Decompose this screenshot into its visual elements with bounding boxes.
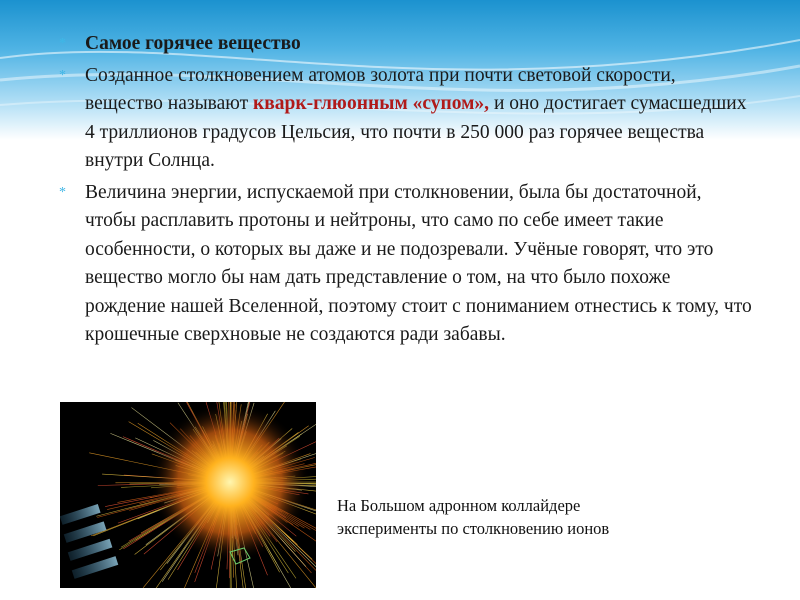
paragraph-text: Величина энергии, испускаемой при столкновении, была бы достаточной, чтобы расплавить протоны и нейтроны, что само по себе имеет такие особенности, о которых вы даже и не подозревали. Учёные говорят, что это вещество могло бы нам дать представление о том, на что было похоже рождение нашей Вселенной, поэтому стоит с пониманием отнестись к тому, что крошечные сверхновые не создаются ради забавы.: [85, 181, 752, 345]
title-text: Самое горячее вещество: [85, 33, 301, 54]
highlight-term: кварк-глюонным «супом»,: [253, 93, 490, 114]
paragraph-text-tail: и оно достигает сумасшедших 4 триллионов градусов Цельсия, что почти в 250 000 раз горячее вещества внутри Солнца.: [85, 93, 747, 171]
figure-caption: [337, 494, 609, 540]
collision-image: [60, 402, 316, 588]
bullet-mark-icon: *: [59, 184, 66, 200]
bullet-mark-icon: *: [59, 36, 66, 51]
collision-burst-icon: [60, 402, 316, 588]
bullet-paragraph-1: [55, 62, 755, 176]
bullet-mark-icon: *: [59, 67, 66, 83]
slide-body: [55, 30, 755, 350]
caption-line-1: На Большом адронном коллайдере: [337, 496, 581, 515]
bullet-paragraph-2: [55, 179, 755, 350]
paragraph-text: Созданное столкновением атомов золота при почти световой скорости, вещество называют: [85, 64, 676, 114]
bullet-title: [55, 30, 755, 59]
caption-line-2: эксперименты по столкновению ионов: [337, 519, 610, 538]
